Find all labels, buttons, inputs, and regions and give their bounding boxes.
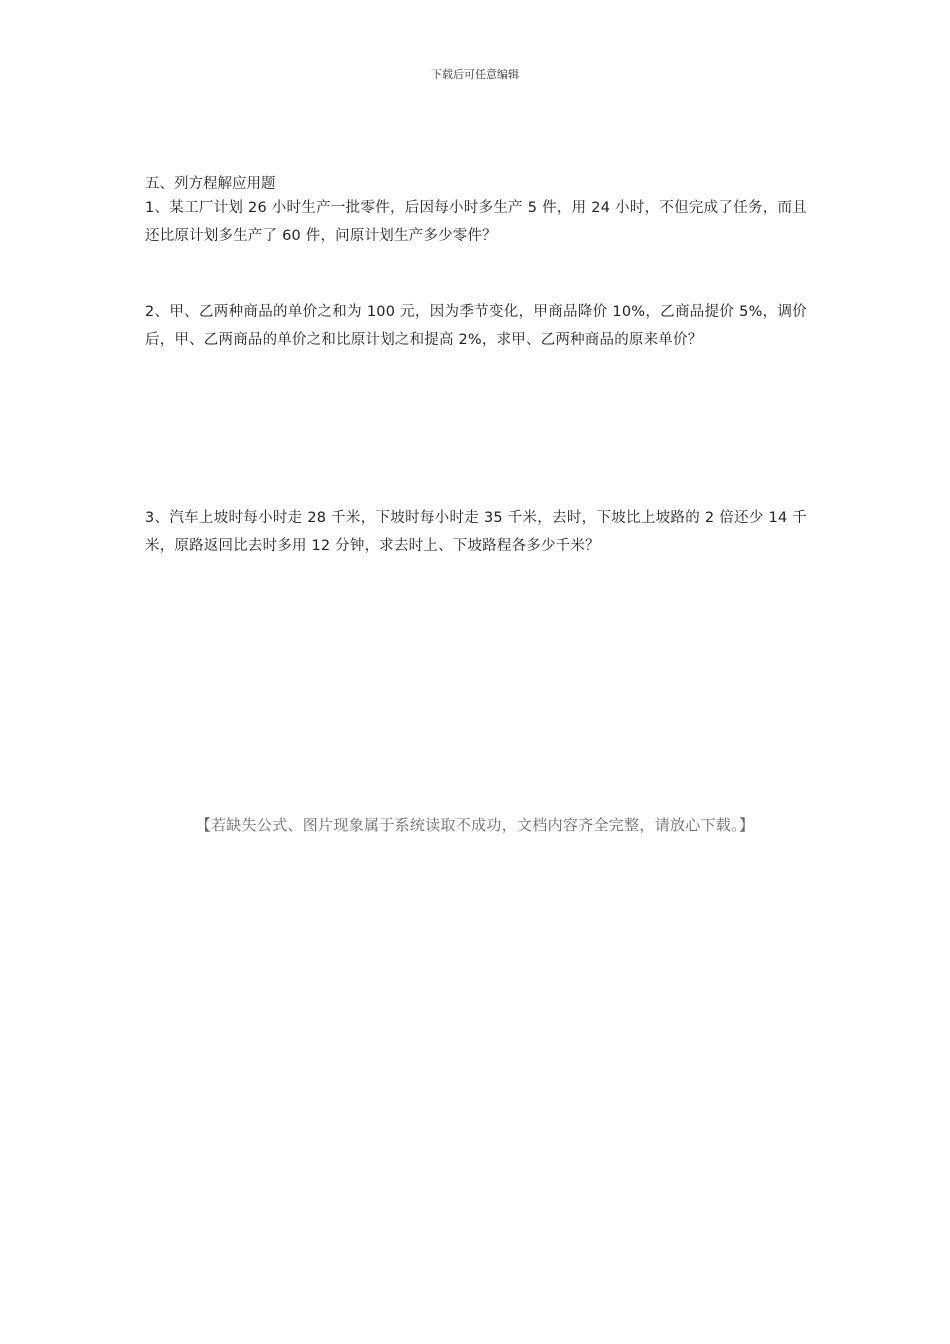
question-3: 3、汽车上坡时每小时走 28 千米，下坡时每小时走 35 千米，去时，下坡比上坡路的 2 倍还少 14 千米，原路返回比去时多用 12 分钟，求去时上、下坡路程各多少千米？ — [145, 510, 807, 554]
question-2: 2、甲、乙两种商品的单价之和为 100 元，因为季节变化，甲商品降价 10%，乙商品提价 5%，调价后，甲、乙两商品的单价之和比原计划之和提高 2%，求甲、乙两种商品的原来单价？ — [145, 304, 807, 348]
question-1: 1、某工厂计划 26 小时生产一批零件，后因每小时多生产 5 件，用 24 小时，不但完成了任务，而且还比原计划多生产了 60 件，问原计划生产多少零件？ — [145, 200, 807, 244]
footer-note: 【若缺失公式、图片现象属于系统读取不成功，文档内容齐全完整，请放心下载。】 — [195, 816, 755, 834]
page-header: 下载后可任意编辑 — [431, 68, 519, 81]
section-title: 五、列方程解应用题 — [145, 176, 276, 192]
